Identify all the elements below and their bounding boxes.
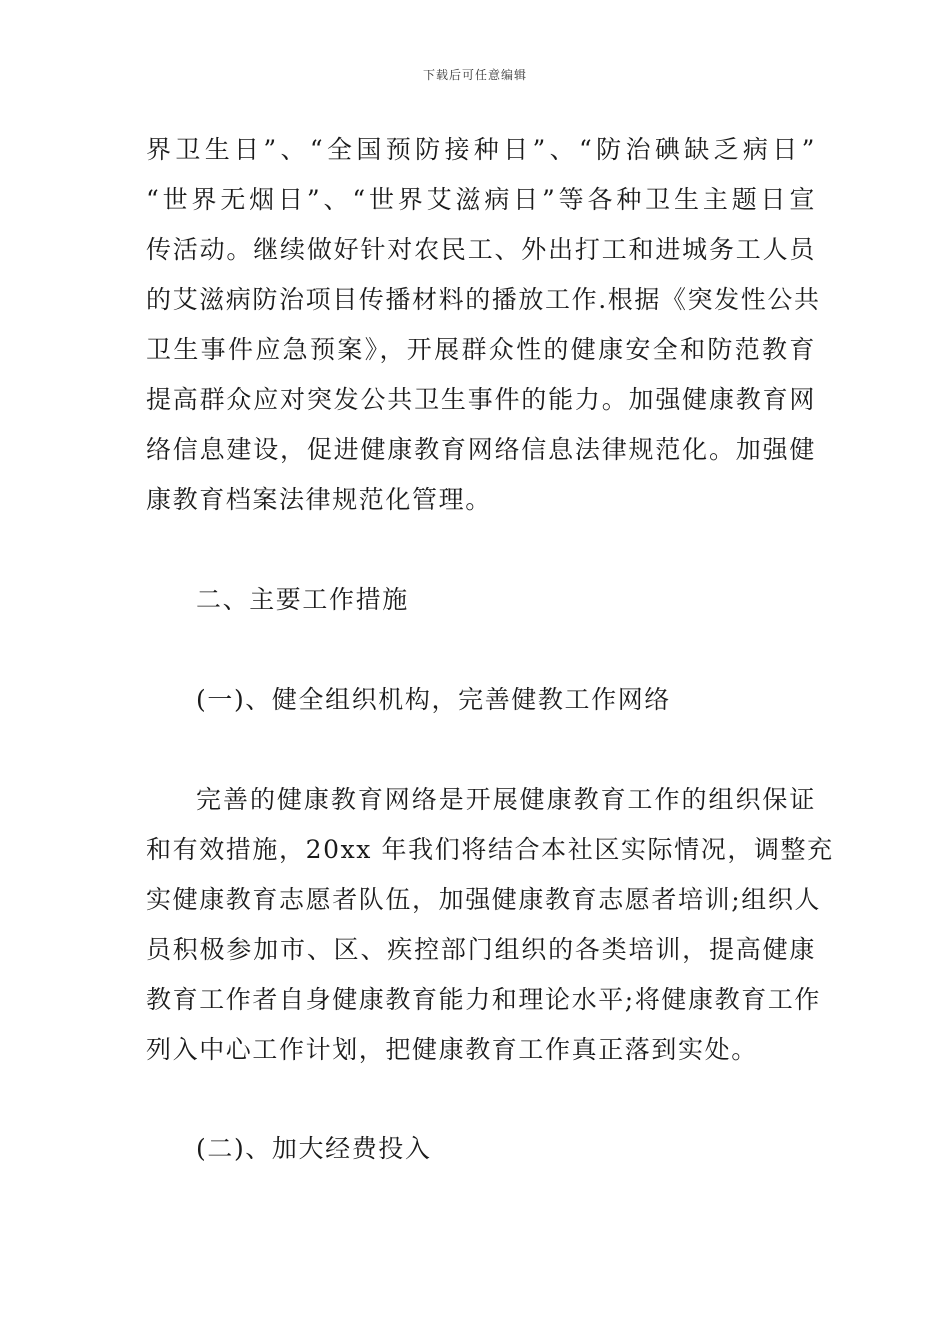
paragraph-1-line: 卫生事件应急预案》，开展群众性的健康安全和防范教育 xyxy=(146,335,816,364)
sub-heading-1: (一)、健全组织机构，完善健教工作网络 xyxy=(196,685,671,714)
page-header-note: 下载后可任意编辑 xyxy=(422,68,527,82)
section-heading: 二、主要工作措施 xyxy=(196,585,409,614)
paragraph-1-line: 络信息建设，促进健康教育网络信息法律规范化。加强健 xyxy=(146,435,816,464)
paragraph-1-line: 提高群众应对突发公共卫生事件的能力。加强健康教育网 xyxy=(146,385,816,414)
paragraph-2-line: 完善的健康教育网络是开展健康教育工作的组织保证 xyxy=(196,785,816,814)
paragraph-2-line: 和有效措施，20xx 年我们将结合本社区实际情况，调整充 xyxy=(146,835,834,864)
paragraph-2-line: 教育工作者自身健康教育能力和理论水平;将健康教育工作 xyxy=(146,985,822,1014)
paragraph-2-line: 实健康教育志愿者队伍，加强健康教育志愿者培训;组织人 xyxy=(146,885,822,914)
paragraph-1-line: 康教育档案法律规范化管理。 xyxy=(146,485,492,514)
paragraph-1-line: 传活动。继续做好针对农民工、外出打工和进城务工人员 xyxy=(146,235,816,264)
paragraph-1-line: 界卫生日”、“全国预防接种日”、“防治碘缺乏病日” xyxy=(146,135,816,164)
paragraph-2-line: 列入中心工作计划，把健康教育工作真正落到实处。 xyxy=(146,1035,758,1064)
paragraph-1-line: “世界无烟日”、“世界艾滋病日”等各种卫生主题日宣 xyxy=(146,185,816,214)
sub-heading-2: (二)、加大经费投入 xyxy=(196,1134,432,1163)
paragraph-2-line: 员积极参加市、区、疾控部门组织的各类培训，提高健康 xyxy=(146,935,816,964)
paragraph-1-line: 的艾滋病防治项目传播材料的播放工作.根据《突发性公共 xyxy=(146,285,821,314)
